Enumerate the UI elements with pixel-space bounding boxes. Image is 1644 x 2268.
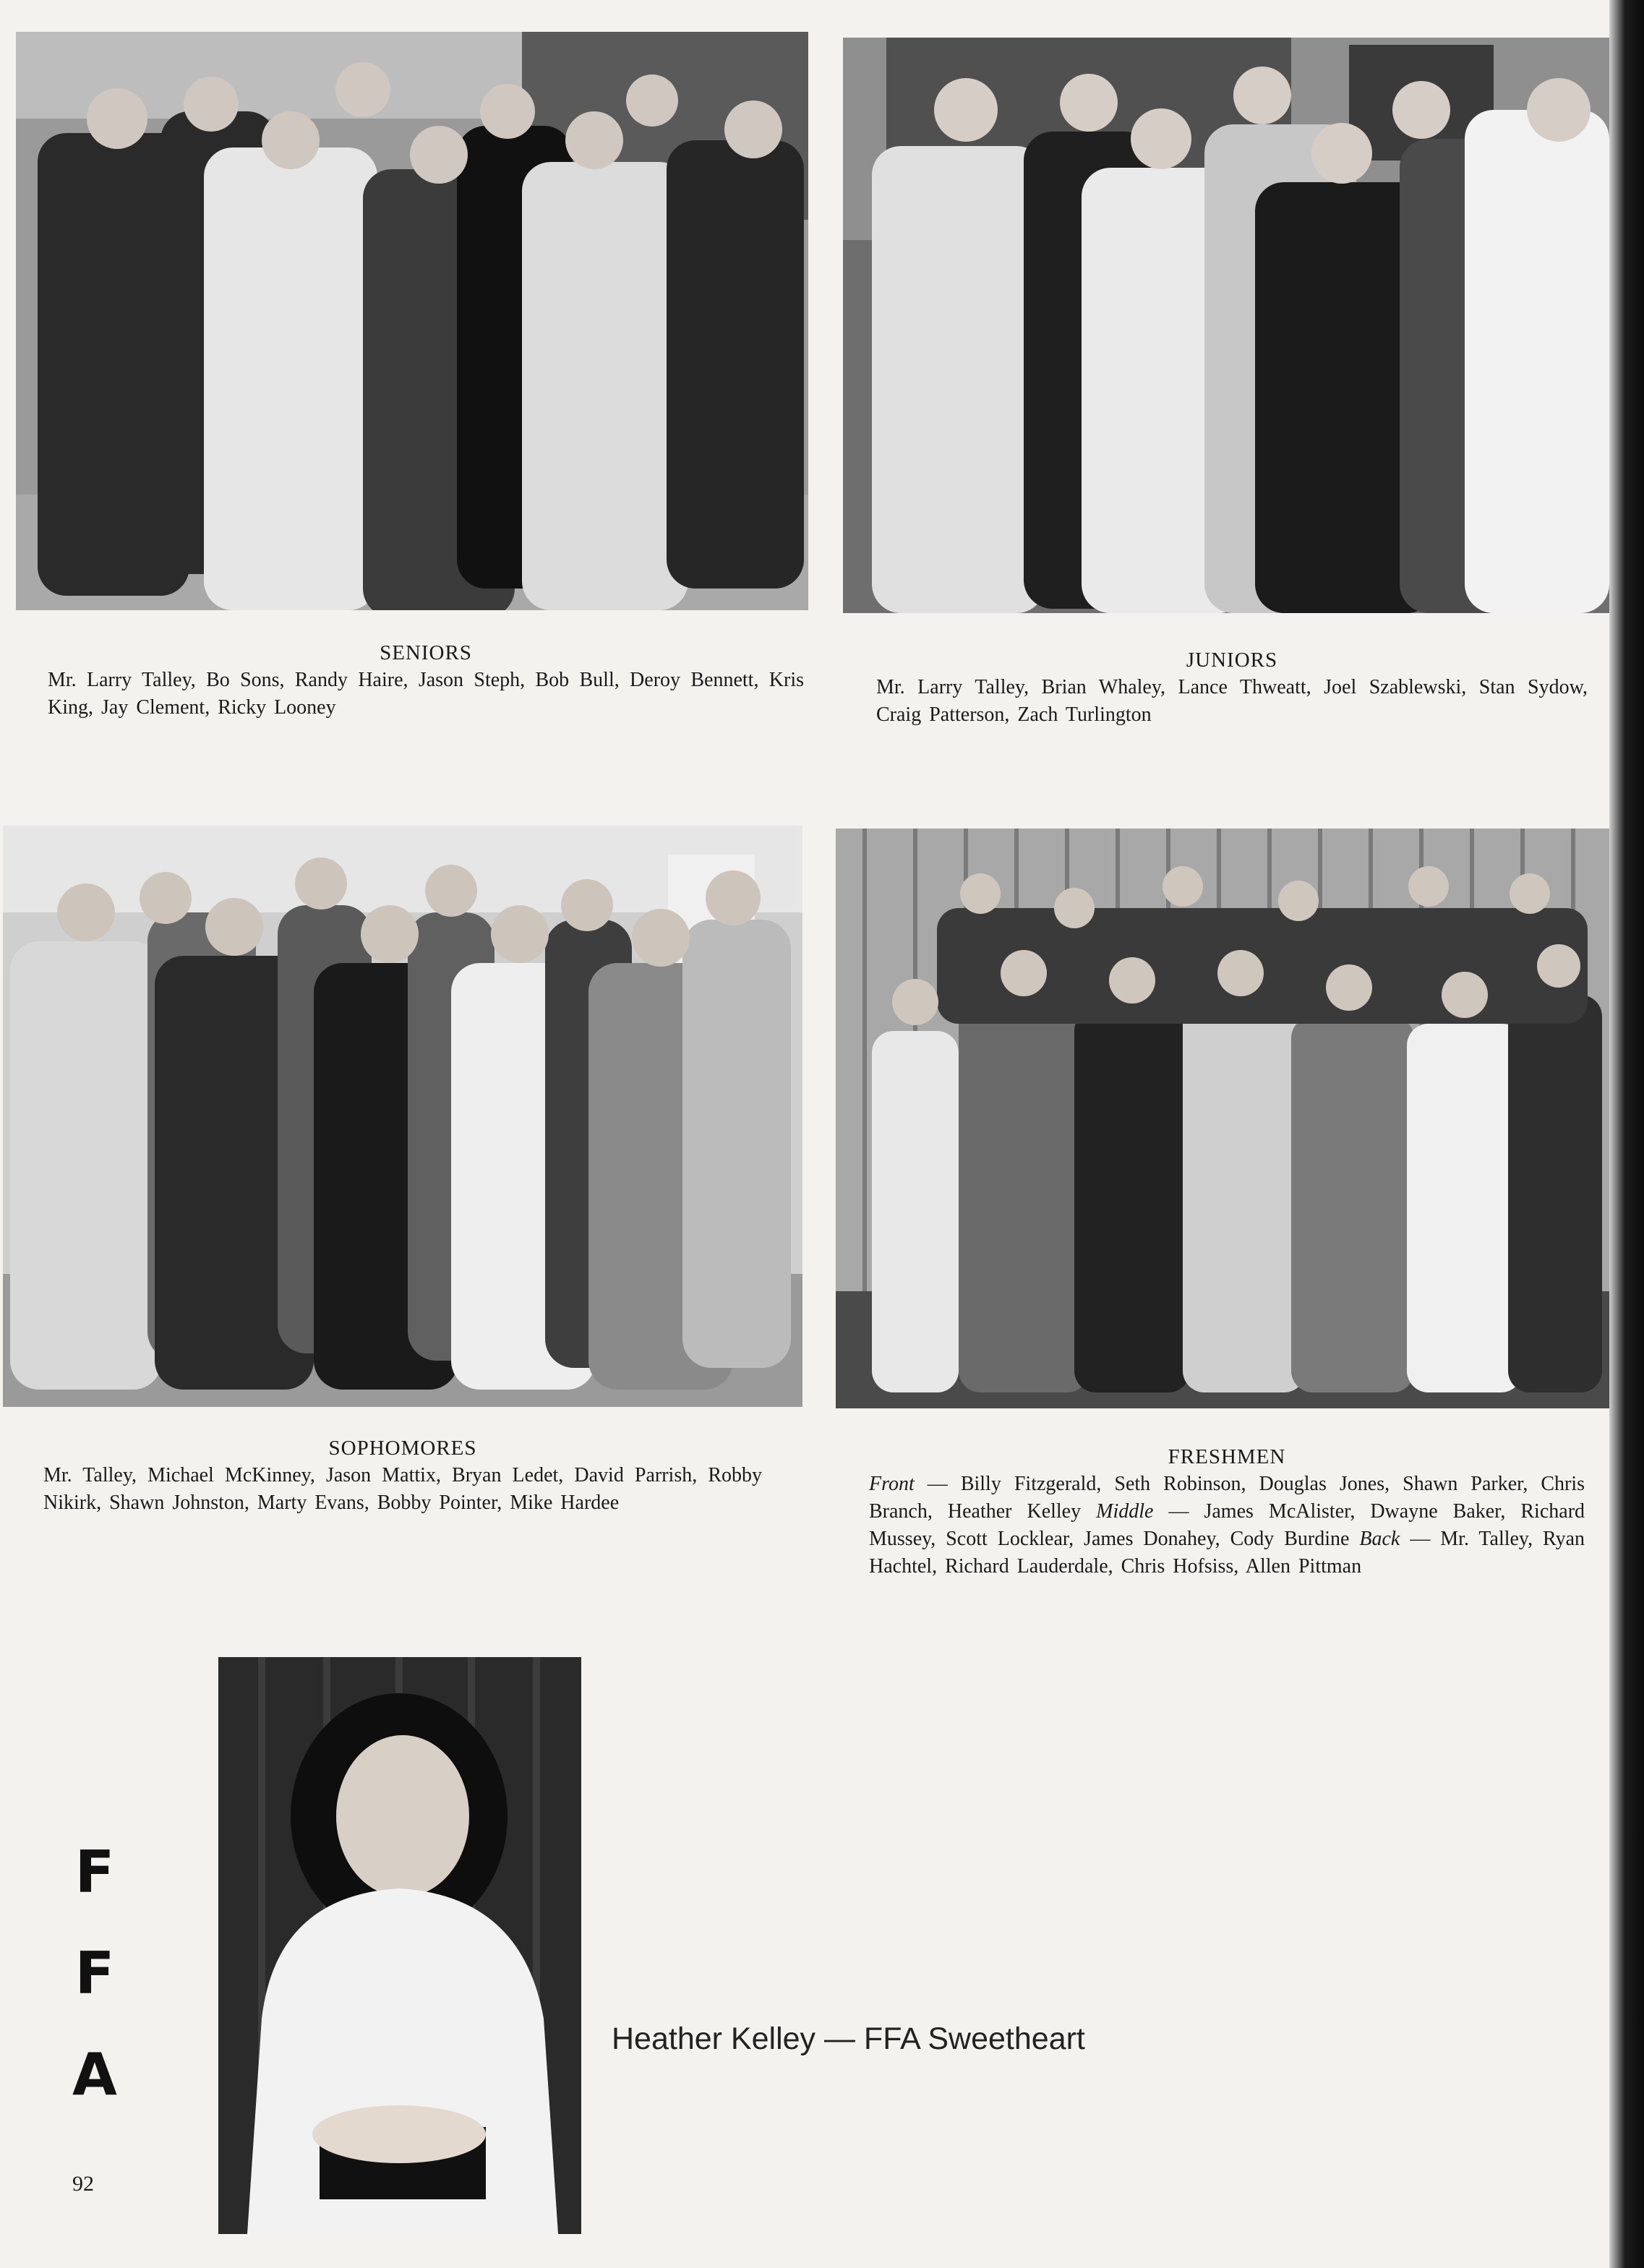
page-number: 92 [72,2172,94,2196]
freshmen-group-photo [836,829,1609,1408]
freshmen-middle-label: Middle [1096,1500,1154,1523]
sophomores-caption [43,1434,762,1517]
ffa-letter-1: F [74,1839,115,1906]
juniors-caption [876,646,1588,729]
seniors-group-photo [16,32,808,610]
sophomores-names: Mr. Talley, Michael McKinney, Jason Mattix, Bryan Ledet, David Parrish, Robby Nikirk, Shawn Johnston, Marty Evans, Bobby Pointer, Mike Hardee [43,1464,762,1514]
sweetheart-caption: Heather Kelley — FFA Sweetheart [612,2021,1085,2056]
sophomores-heading: SOPHOMORES [328,1437,477,1460]
freshmen-back-names: Mr. Talley, Ryan Hachtel, Richard Lauderdale, Chris Hofsiss, Allen Pittman [869,1528,1585,1578]
sophomores-group-photo [3,826,802,1407]
ffa-vertical-letters [69,1822,120,2126]
freshmen-dash: — [927,1473,948,1495]
freshmen-dash: — [1410,1528,1431,1550]
juniors-heading: JUNIORS [1186,649,1278,672]
seniors-names: Mr. Larry Talley, Bo Sons, Randy Haire, Jason Steph, Bob Bull, Deroy Bennett, Kris King, Jay Clement, Ricky Looney [48,669,804,719]
freshmen-caption [869,1443,1585,1580]
ffa-letter-2: F [74,1940,115,2007]
freshmen-dash: — [1168,1500,1189,1523]
page-binding-edge [1609,0,1644,2268]
juniors-names: Mr. Larry Talley, Brian Whaley, Lance Thweatt, Joel Szablewski, Stan Sydow, Craig Patterson, Zach Turlington [876,676,1588,726]
seniors-caption [48,639,804,722]
seniors-heading: SENIORS [380,641,472,664]
freshmen-back-label: Back [1359,1528,1400,1550]
ffa-letter-3: A [72,2041,117,2108]
freshmen-middle-names: James McAlister, Dwayne Baker, Richard Mussey, Scott Locklear, James Donahey, Cody Burdine [869,1500,1585,1550]
freshmen-front-label: Front [869,1473,915,1495]
freshmen-heading: FRESHMEN [1168,1445,1286,1468]
sweetheart-portrait [218,1657,581,2234]
freshmen-front-names: Billy Fitzgerald, Seth Robinson, Douglas Jones, Shawn Parker, Chris Branch, Heather Kelley [869,1473,1585,1523]
juniors-group-photo [843,38,1609,613]
